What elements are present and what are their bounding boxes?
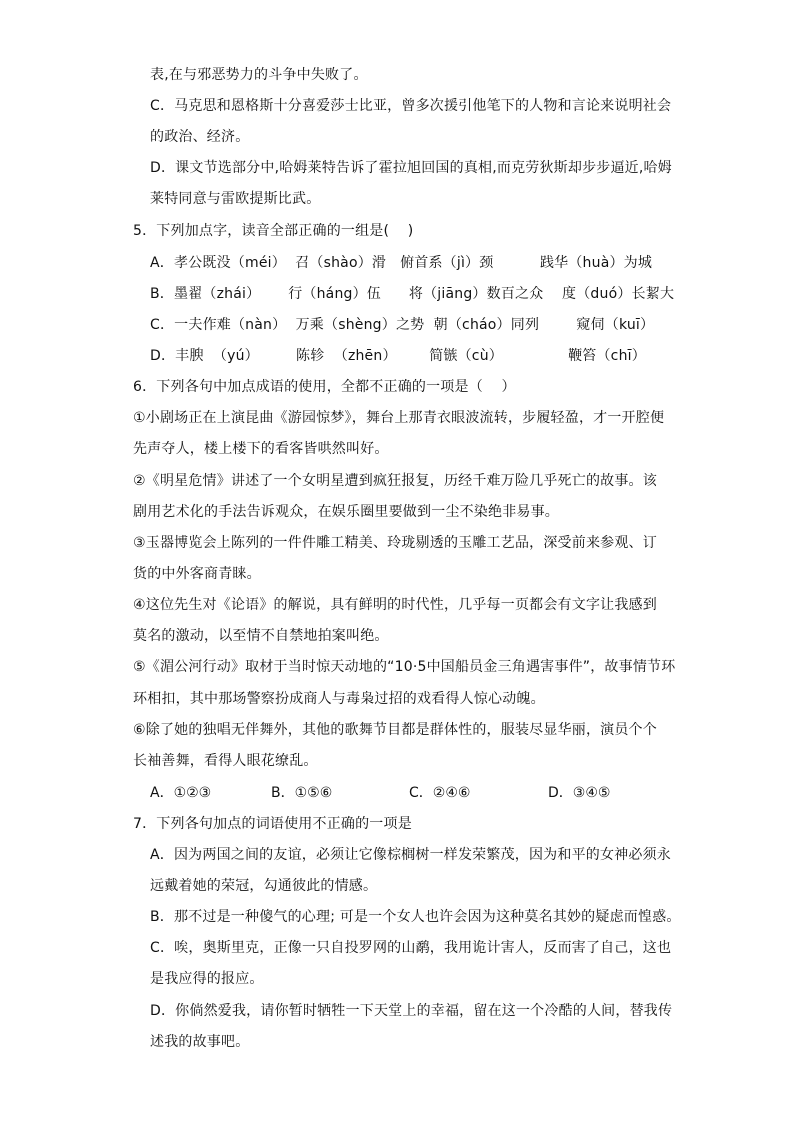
q6-sentence1-line2: 先声夺人，楼上楼下的看客皆哄然叫好。 [133, 441, 389, 457]
q4-continued-text: 表,在与邪恶势力的斗争中失败了。 [150, 67, 368, 83]
q6-option-a: A．①②③ [150, 785, 212, 801]
q7-option-a-line1: A．因为两国之间的友谊，必须让它像棕榈树一样发荣繁茂，因为和平的女神必须永 [150, 847, 671, 863]
q6-sentence3-line2: 货的中外客商青睐。 [133, 566, 261, 582]
q6-sentence1-line1: ①小剧场正在上演昆曲《游园惊梦》，舞台上那青衣眼波流转，步履轻盈，才一开腔便 [133, 410, 665, 426]
q7-option-a-line2: 远戴着她的荣冠，勾通彼此的情感。 [150, 878, 378, 894]
q5-option-a: A．孝公既没（méi） 召（shào）滑 俯首系（jì）颈 践华（huà）为城 [150, 255, 653, 271]
q5-option-c: C．一夫作难（nàn） 万乘（shèng）之势 朝（cháo）同列 窥伺（kuī） [150, 317, 655, 333]
q6-sentence4-line1: ④这位先生对《论语》的解说，具有鲜明的时代性，几乎每一页都会有文字让我感到 [133, 597, 657, 613]
q6-options-row [150, 783, 670, 803]
q6-sentence6-line2: 长袖善舞，看得人眼花缭乱。 [133, 753, 318, 769]
q6-option-d: D．③④⑤ [548, 785, 611, 801]
q7-option-c-line2: 是我应得的报应。 [150, 971, 264, 987]
q4-option-d-line2: 莱特同意与雷欧提斯比武。 [150, 191, 321, 207]
q6-sentence4-line2: 莫名的激动，以至情不自禁地拍案叫绝。 [133, 628, 389, 644]
q5-option-b: B．墨翟（zhái） 行（háng）伍 将（jiāng）数百之众 度（duó）长絜大 [150, 286, 675, 302]
q6-sentence5-line2: 环相扣，其中那场警察扮成商人与毒枭过招的戏看得人惊心动魄。 [133, 691, 545, 707]
q7-option-b-line1: B．那不过是一种傻气的心理; 可是一个女人也许会因为这种莫名其妙的疑虑而惶惑。 [150, 909, 681, 925]
q7-option-d-line1: D．你倘然爱我，请你暂时牺牲一下天堂上的幸福，留在这一个冷酷的人间，替我传 [150, 1003, 673, 1019]
q5-stem: 5．下列加点字，读音全部正确的一组是( ) [133, 223, 414, 239]
q6-sentence5-line1: ⑤《湄公河行动》取材于当时惊天动地的“10·5中国船员金三角遇害事件”，故事情节环 [133, 659, 676, 675]
q4-option-d-line1: D．课文节选部分中,哈姆莱特告诉了霍拉旭回国的真相,而克劳狄斯却步步逼近,哈姆 [150, 160, 672, 176]
q5-option-d: D．丰腴 （yú） 陈轸 （zhēn） 简镞（cù） 鞭笞（chī） [150, 348, 646, 364]
q4-option-c-line2: 的政治、经济。 [150, 129, 250, 145]
q7-stem: 7．下列各句加点的词语使用不正确的一项是 [133, 816, 412, 832]
q6-sentence2-line1: ②《明星危情》讲述了一个女明星遭到疯狂报复，历经千难万险几乎死亡的故事。该 [133, 473, 657, 489]
q7-option-d-line2: 述我的故事吧。 [150, 1034, 250, 1050]
q6-option-c: C．②④⑥ [409, 785, 471, 801]
q6-sentence6-line1: ⑥除了她的独唱无伴舞外，其他的歌舞节目都是群体性的，服装尽显华丽，演员个个 [133, 722, 657, 738]
q6-sentence2-line2: 剧用艺术化的手法告诉观众，在娱乐圈里要做到一尘不染绝非易事。 [133, 504, 559, 520]
q6-stem: 6．下列各句中加点成语的使用，全都不正确的一项是（ ） [133, 379, 516, 395]
q7-option-c-line1: C．唉，奥斯里克，正像一只自投罗网的山鹬，我用诡计害人，反而害了自己，这也 [150, 940, 672, 956]
q4-option-c-line1: C．马克思和恩格斯十分喜爱莎士比亚，曾多次援引他笔下的人物和言论来说明社会 [150, 98, 672, 114]
q6-sentence3-line1: ③玉器博览会上陈列的一件件雕工精美、玲珑剔透的玉雕工艺品，深受前来参观、订 [133, 535, 657, 551]
q6-option-b: B．①⑤⑥ [271, 785, 333, 801]
